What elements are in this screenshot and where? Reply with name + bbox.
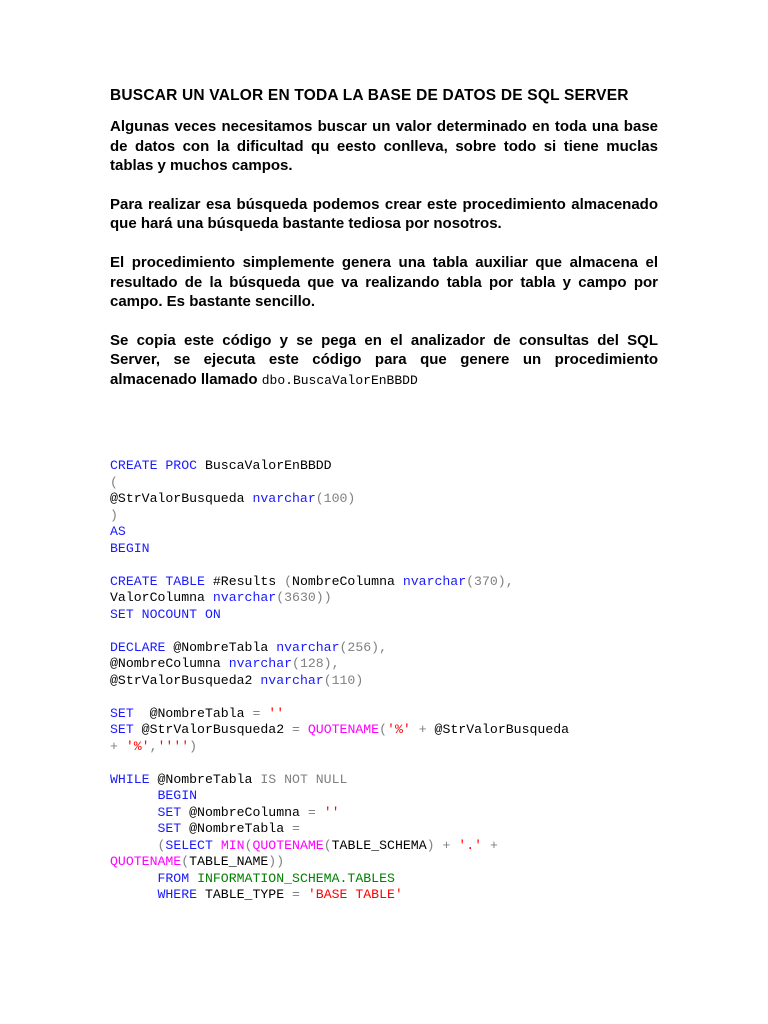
- code-line: SET @NombreTabla =: [157, 821, 300, 836]
- code-line: @NombreColumna nvarchar(128),: [110, 656, 340, 671]
- code-line: DECLARE @NombreTabla nvarchar(256),: [110, 639, 388, 655]
- code-line: BEGIN: [110, 540, 150, 556]
- paragraph-intro: Algunas veces necesitamos buscar un valor determinado en toda una base de datos con la dificultad qu eesto conlleva, sobre todo si tiene muclas tablas y muchos campos.: [110, 118, 658, 175]
- code-line: WHERE TABLE_TYPE = 'BASE TABLE': [157, 887, 403, 902]
- code-line: SET @StrValorBusqueda2 = QUOTENAME('%' + @StrValorBusqueda: [110, 722, 570, 737]
- code-line: ValorColumna nvarchar(3630)): [110, 590, 332, 605]
- code-line: FROM INFORMATION_SCHEMA.TABLES: [157, 870, 395, 886]
- code-line: SET @NombreColumna = '': [157, 804, 340, 820]
- code-line: (: [110, 474, 118, 490]
- code-line: QUOTENAME(TABLE_NAME)): [110, 854, 285, 869]
- code-line: CREATE PROC BuscaValorEnBBDD: [110, 458, 332, 473]
- paragraph-procedure: Para realizar esa búsqueda podemos crear este procedimiento almacenado que hará una búsqueda bastante tediosa por nosotros.: [110, 195, 658, 233]
- code-line: + '%',''''): [110, 738, 198, 754]
- code-line: ): [110, 507, 118, 523]
- code-line: AS: [110, 524, 126, 539]
- code-line: @StrValorBusqueda nvarchar(100): [110, 491, 356, 506]
- paragraph-instructions: [110, 331, 658, 391]
- procedure-name-inline: dbo.BuscaValorEnBBDD: [261, 372, 418, 388]
- code-line: BEGIN: [157, 788, 198, 803]
- code-line: CREATE TABLE #Results (NombreColumna nvarchar(370),: [110, 573, 514, 589]
- paragraph-description: El procedimiento simplemente genera una tabla auxiliar que almacena el resultado de la búsqueda que va realizando tabla por tabla y campo por campo. Es bastante sencillo.: [110, 253, 658, 311]
- code-line: WHILE @NombreTabla IS NOT NULL: [110, 771, 348, 787]
- document-body: [110, 86, 658, 391]
- instructions-text: Se copia este código y se pega en el analizador de consultas del SQL Server, se ejecuta este código para que genere un procedimiento almacenado llamado: [110, 331, 658, 388]
- code-line: SET @NombreTabla = '': [110, 705, 285, 721]
- code-line: (SELECT MIN(QUOTENAME(TABLE_SCHEMA) + '.' +: [157, 837, 498, 853]
- sql-code-block: [110, 458, 670, 904]
- page-title: BUSCAR UN VALOR EN TODA LA BASE DE DATOS DE SQL SERVER: [110, 87, 629, 104]
- code-line: @StrValorBusqueda2 nvarchar(110): [110, 672, 364, 688]
- code-line: SET NOCOUNT ON: [110, 606, 221, 622]
